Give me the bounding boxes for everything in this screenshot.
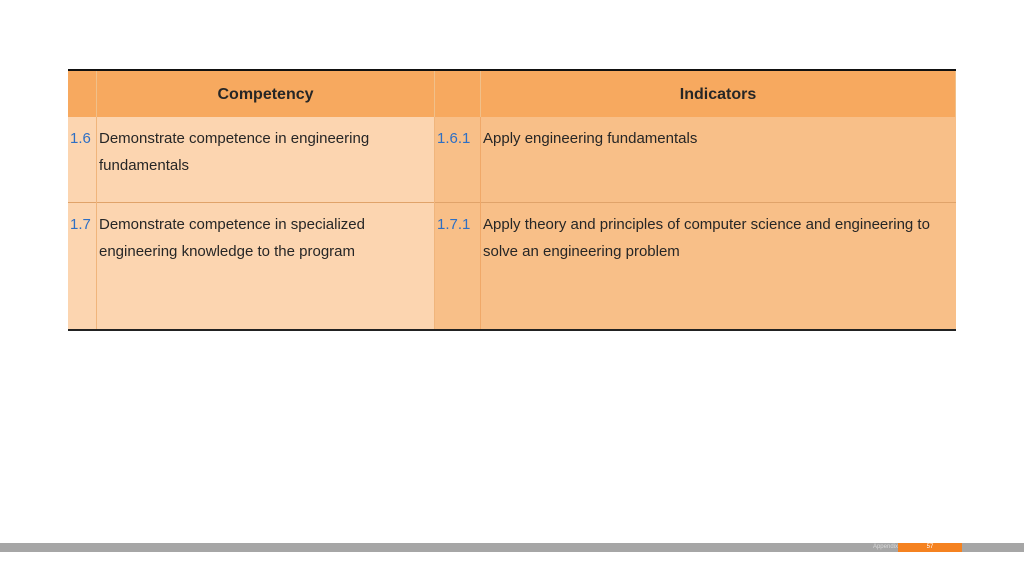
header-indicators: Indicators [481,70,956,117]
header-competency: Competency [97,70,435,117]
indicator-number: 1.7.1 [435,203,481,331]
indicator-text: Apply engineering fundamentals [481,117,956,203]
competency-table [68,69,956,331]
competency-number: 1.7 [68,203,97,331]
competency-text: Demonstrate competence in specialized engineering knowledge to the program [97,203,435,331]
table-row [68,203,956,331]
page-number: 57 [898,543,962,552]
header-number [68,70,97,117]
competency-text: Demonstrate competence in engineering fundamentals [97,117,435,203]
indicator-text: Apply theory and principles of computer science and engineering to solve an engineering problem [481,203,956,331]
indicator-number: 1.6.1 [435,117,481,203]
header-indicator-number [435,70,481,117]
table-header-row [68,70,956,117]
footer-label: Appendix [872,544,898,550]
competency-number: 1.6 [68,117,97,203]
table-row [68,117,956,203]
